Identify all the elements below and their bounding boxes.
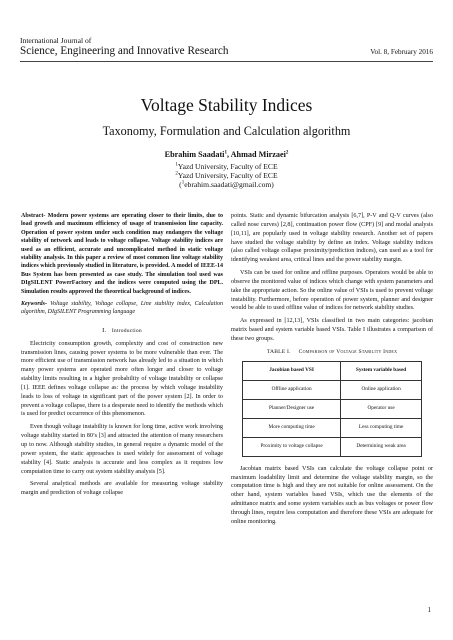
journal-name: Science, Engineering and Innovative Research <box>20 45 229 57</box>
table-header-row <box>243 361 422 380</box>
keywords <box>21 300 223 317</box>
author-2: Ahmad Mirzaei <box>230 150 286 159</box>
journal-volume: Vol. 8, February 2016 <box>370 48 433 56</box>
author-2-sup: 2 <box>285 150 289 156</box>
table-caption-text: Comparison of Voltage Stability Index <box>298 348 398 355</box>
affiliation-1 <box>0 162 453 171</box>
left-paragraph: Even though voltage instability is known for long time, active work involving voltage stability started in 80’s [3] and attracted the attention of many researchers up to now. Although stability studies, in general require a dynamic model of the power system, the static approaches is used widely for assessment of voltage stability [4]. Static analysis is accurate and less complex as it requires low computation time to carry out system stability analysis [5]. <box>21 424 223 475</box>
right-paragraph: Jacobian matrix based VSIs can calculate the voltage collapse point or maximum loadability limit and determine the voltage stability margin, so the computation time is high and they are not suitable for online assessment. On the other hand, system variables based VSIs, which use the elements of the admittance matrix and some system variables such as bus voltages or power flow through lines, require less computation and therefore these VSIs are adequate for online monitoring. <box>231 465 433 525</box>
left-paragraph: Several analytical methods are available for measuring voltage stability margin and prediction of voltage collapse <box>21 481 223 497</box>
affiliation-2-text: Yazd University, Faculty of ECE <box>177 171 278 180</box>
table-caption <box>231 348 433 357</box>
table-cell: Less computing time <box>341 418 422 437</box>
affiliation-2 <box>0 171 453 180</box>
affiliation-2-sup: 2 <box>175 171 178 177</box>
abstract: Abstract- Modern power systems are operating closer to their limits, due to load growth and maximum efficiency of usage of transmission line capacity. Operation of power system under such condition may endangers the voltage stability of network and leads to voltage collapse. Voltage stability indices are used as an efficient, accurate and uncomplicated method in static voltage stability analysis. In this paper a review of most common line voltage stability indices which previously studied in literature, is provided. A model of IEEE-14 Bus System has been presented as case study. The simulation tool used was DIgSILENT PowerFactory and the indices were computed using the DPL. Simulation results approved the theoretical background of indices. <box>21 213 223 295</box>
keywords-text: Voltage stability, Voltage collapse, Line stability index, Calculation algorithm, DIgSILENT Programming language <box>21 301 223 316</box>
author-separator: , <box>226 150 231 159</box>
table-row <box>243 380 422 399</box>
page-number: 1 <box>427 606 431 614</box>
keywords-label: Keywords- <box>21 301 47 308</box>
table-label: TABLE I. <box>266 348 291 355</box>
email-open: ( <box>179 180 182 189</box>
section-number: I. <box>102 326 107 334</box>
table-cell: Offline application <box>243 380 341 399</box>
table-cell: Planner/Designer use <box>243 399 341 418</box>
table-cell: Proximity to voltage collapse <box>243 437 341 456</box>
section-title: Introduction <box>111 327 142 334</box>
author-1: Ebrahim Saadati <box>164 150 225 159</box>
left-paragraph: Electricity consumption growth, complexity and cost of construction new transmission lines, causing power systems to be more vulnerable than ever. The more efficient use of transmission network has already led to a situation in which many power systems are operated more often longer and closer to voltage stability limits resulting in a higher probability of voltage instability or collapse [1]. IEEE defines voltage collapse as: the process by which voltage instability leads to loss of voltage in significant part of the power system [2]. In order to prevent a voltage collapse, there is a desperate need to identify the methods which is used for predict occurrence of this phenomenon. <box>21 340 223 418</box>
table-cell: Determining weak area <box>341 437 422 456</box>
table-row <box>243 437 422 456</box>
header-rule <box>20 61 433 62</box>
email-text: ebrahim.saadati@gmail.com) <box>184 180 274 189</box>
journal-line1: International Journal of <box>20 36 92 45</box>
table-cell: Operator use <box>341 399 422 418</box>
table-header-cell: Jacobian based VSI <box>243 361 341 380</box>
right-column <box>231 212 433 531</box>
right-paragraph: As expressed in [12,13], VSIs classified in two main categories: jacobian matrix based and system variable based VSIs. Table I illustrates a comparison of these two groups. <box>231 318 433 342</box>
paper-subtitle: Taxonomy, Formulation and Calculation algorithm <box>102 124 351 138</box>
table-header-cell: System variable based <box>341 361 422 380</box>
affiliation-1-sup: 1 <box>175 162 178 168</box>
left-column <box>21 212 223 502</box>
author-1-sup: 1 <box>224 150 227 156</box>
section-heading <box>21 327 223 336</box>
paper-title: Voltage Stability Indices <box>140 95 313 115</box>
vsi-comparison-table <box>242 361 422 457</box>
table-row <box>243 418 422 437</box>
email-sup: 1 <box>181 180 185 186</box>
right-paragraph: VSIs can be used for online and offline purposes. Operators would be able to observe the monitored value of indices which change with system parameters and take the appropriate action. So the online value of VSIs is used to prevent voltage instability. Furthermore, before operation of power system, planner and designer would be able to used offline value of indices for network stability studies. <box>231 270 433 312</box>
table-row <box>243 399 422 418</box>
authors <box>0 150 453 159</box>
right-paragraph: points. Static and dynamic bifurcation analysis [6,7], P-V and Q-V curves (also called nose curves) [2,8], continuation power flow (CPF) [9] and modal analysis [10,11], are popularly used in voltage stability research. Another set of papers have studied the voltage stability by define an index. Voltage stability indices (also called voltage collapse proximity/prediction indices), can used as a tool for identifying weakest area, critical lines and the power stability margin. <box>231 213 433 264</box>
table-cell: More computing time <box>243 418 341 437</box>
author-email <box>0 180 453 189</box>
table-cell: Online application <box>341 380 422 399</box>
affiliation-1-text: Yazd University, Faculty of ECE <box>177 162 278 171</box>
